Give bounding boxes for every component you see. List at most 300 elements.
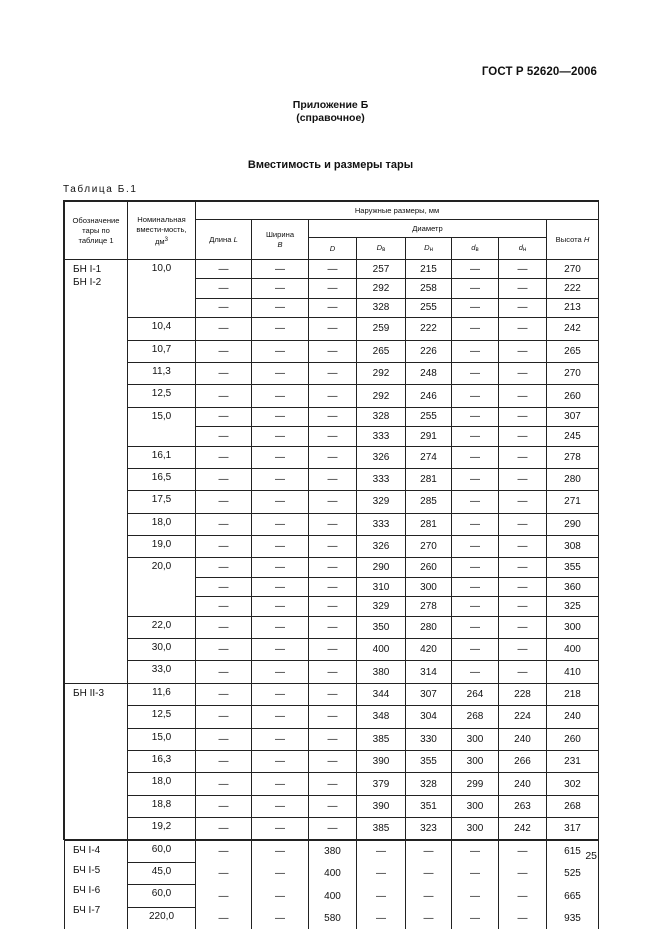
header-dv xyxy=(452,238,499,260)
table-row xyxy=(65,773,599,795)
value-cell: 355 xyxy=(406,750,452,772)
value-cell: — xyxy=(309,577,357,596)
value-cell: 265 xyxy=(357,340,406,362)
table-row xyxy=(65,340,599,362)
value-cell: 231 xyxy=(547,750,599,772)
value-cell: — xyxy=(499,639,547,661)
table-row xyxy=(65,385,599,407)
capacity-cell: 15,0 xyxy=(128,407,196,446)
value-cell: 330 xyxy=(406,728,452,750)
value-cell: — xyxy=(196,536,252,558)
value-cell: — xyxy=(196,795,252,817)
value-cell: 400 xyxy=(309,862,357,884)
value-cell: — xyxy=(309,773,357,795)
value-cell: — xyxy=(452,340,499,362)
value-cell: 268 xyxy=(547,795,599,817)
value-cell: — xyxy=(452,513,499,535)
capacity-cell: 12,5 xyxy=(128,706,196,728)
value-cell: — xyxy=(499,468,547,490)
value-cell: — xyxy=(309,491,357,513)
value-cell: — xyxy=(452,279,499,298)
value-cell: — xyxy=(309,750,357,772)
header-dn xyxy=(499,238,547,260)
value-cell: 281 xyxy=(406,513,452,535)
value-cell: — xyxy=(309,279,357,298)
value-cell: — xyxy=(309,597,357,616)
value-cell: — xyxy=(499,446,547,468)
capacity-cell: 220,0 xyxy=(128,907,196,929)
value-cell: 218 xyxy=(547,683,599,705)
designation-label: БЧ I-5 xyxy=(73,864,101,876)
value-cell: 390 xyxy=(357,795,406,817)
value-cell: 400 xyxy=(309,885,357,907)
value-cell: — xyxy=(452,536,499,558)
value-cell: 265 xyxy=(547,340,599,362)
value-cell: 226 xyxy=(406,340,452,362)
value-cell: — xyxy=(196,558,252,577)
value-cell: — xyxy=(309,683,357,705)
value-cell: — xyxy=(499,907,547,929)
value-cell: — xyxy=(499,885,547,907)
capacity-cell: 18,0 xyxy=(128,513,196,535)
value-cell: 246 xyxy=(406,385,452,407)
value-cell: 333 xyxy=(357,468,406,490)
capacity-dimensions-table xyxy=(63,200,599,924)
value-cell: — xyxy=(499,362,547,384)
capacity-cell: 19,0 xyxy=(128,536,196,558)
value-cell: 380 xyxy=(309,840,357,862)
header-width-text: Ширина xyxy=(265,229,295,239)
value-cell: 215 xyxy=(406,260,452,279)
designation-cell xyxy=(65,683,128,840)
value-cell: — xyxy=(452,298,499,317)
value-cell: — xyxy=(309,362,357,384)
table-row xyxy=(65,706,599,728)
value-cell: 224 xyxy=(499,706,547,728)
value-cell: 360 xyxy=(547,577,599,596)
value-cell: — xyxy=(252,661,309,683)
value-cell: 580 xyxy=(309,907,357,929)
header-width xyxy=(252,220,309,260)
value-cell: — xyxy=(252,728,309,750)
header-D-symbol: D xyxy=(329,243,336,253)
data-table xyxy=(64,201,599,929)
value-cell: — xyxy=(499,385,547,407)
table-row xyxy=(65,260,599,279)
value-cell: — xyxy=(196,491,252,513)
value-cell: — xyxy=(196,279,252,298)
value-cell: 328 xyxy=(357,407,406,426)
value-cell: — xyxy=(309,818,357,840)
page-number: 25 xyxy=(585,850,597,862)
value-cell: 935 xyxy=(547,907,599,929)
value-cell: — xyxy=(196,468,252,490)
value-cell: — xyxy=(452,260,499,279)
value-cell: 317 xyxy=(547,818,599,840)
capacity-cell: 22,0 xyxy=(128,616,196,638)
value-cell: — xyxy=(252,260,309,279)
value-cell: — xyxy=(252,513,309,535)
value-cell: 355 xyxy=(547,558,599,577)
value-cell: 291 xyxy=(406,427,452,446)
value-cell: — xyxy=(452,907,499,929)
capacity-cell: 19,2 xyxy=(128,818,196,840)
value-cell: 326 xyxy=(357,536,406,558)
value-cell: 326 xyxy=(357,446,406,468)
value-cell: — xyxy=(252,318,309,340)
value-cell: — xyxy=(196,706,252,728)
value-cell: — xyxy=(252,362,309,384)
header-Dn xyxy=(406,238,452,260)
value-cell: 278 xyxy=(406,597,452,616)
value-cell: — xyxy=(196,885,252,907)
value-cell: 280 xyxy=(547,468,599,490)
value-cell: 300 xyxy=(547,616,599,638)
capacity-cell: 20,0 xyxy=(128,558,196,616)
value-cell: 240 xyxy=(499,728,547,750)
capacity-cell: 10,4 xyxy=(128,318,196,340)
value-cell: — xyxy=(406,862,452,884)
value-cell: — xyxy=(309,298,357,317)
value-cell: — xyxy=(452,446,499,468)
value-cell: 240 xyxy=(547,706,599,728)
value-cell: 290 xyxy=(357,558,406,577)
value-cell: — xyxy=(452,468,499,490)
value-cell: — xyxy=(252,491,309,513)
value-cell: — xyxy=(196,818,252,840)
value-cell: — xyxy=(196,907,252,929)
header-designation: Обозначение тары по таблице 1 xyxy=(65,202,128,260)
value-cell: — xyxy=(309,468,357,490)
value-cell: — xyxy=(309,513,357,535)
value-cell: — xyxy=(357,862,406,884)
value-cell: — xyxy=(452,639,499,661)
value-cell: 525 xyxy=(547,862,599,884)
value-cell: — xyxy=(252,773,309,795)
value-cell: 325 xyxy=(547,597,599,616)
value-cell: 266 xyxy=(499,750,547,772)
value-cell: — xyxy=(499,577,547,596)
value-cell: 270 xyxy=(406,536,452,558)
header-capacity-text: Номинальная вмести-мость, дм xyxy=(136,214,187,246)
value-cell: — xyxy=(196,597,252,616)
value-cell: — xyxy=(252,907,309,929)
value-cell: — xyxy=(357,907,406,929)
value-cell: 259 xyxy=(357,318,406,340)
value-cell: — xyxy=(452,558,499,577)
value-cell: — xyxy=(452,616,499,638)
value-cell: — xyxy=(252,683,309,705)
value-cell: 222 xyxy=(547,279,599,298)
value-cell: 304 xyxy=(406,706,452,728)
capacity-cell: 30,0 xyxy=(128,639,196,661)
value-cell: 328 xyxy=(406,773,452,795)
capacity-cell: 16,5 xyxy=(128,468,196,490)
value-cell: 308 xyxy=(547,536,599,558)
value-cell: 271 xyxy=(547,491,599,513)
value-cell: — xyxy=(252,616,309,638)
value-cell: — xyxy=(196,750,252,772)
value-cell: 300 xyxy=(452,795,499,817)
value-cell: — xyxy=(309,706,357,728)
value-cell: 400 xyxy=(357,639,406,661)
value-cell: 258 xyxy=(406,279,452,298)
value-cell: — xyxy=(196,862,252,884)
capacity-cell: 60,0 xyxy=(128,840,196,862)
value-cell: — xyxy=(499,597,547,616)
table-row xyxy=(65,318,599,340)
value-cell: 270 xyxy=(547,260,599,279)
value-cell: 278 xyxy=(547,446,599,468)
header-Dv-symbol: D xyxy=(376,242,383,252)
value-cell: 665 xyxy=(547,885,599,907)
value-cell: — xyxy=(196,577,252,596)
table-row xyxy=(65,907,599,929)
value-cell: 329 xyxy=(357,597,406,616)
value-cell: — xyxy=(252,577,309,596)
table-row xyxy=(65,885,599,907)
header-Dv xyxy=(357,238,406,260)
value-cell: 307 xyxy=(547,407,599,426)
value-cell: — xyxy=(499,407,547,426)
header-Dn-symbol: D xyxy=(424,242,430,252)
value-cell: — xyxy=(252,840,309,862)
value-cell: 240 xyxy=(499,773,547,795)
designation-label: БН I-1 xyxy=(73,264,102,275)
value-cell: — xyxy=(252,706,309,728)
value-cell: 242 xyxy=(499,818,547,840)
value-cell: — xyxy=(252,558,309,577)
value-cell: — xyxy=(499,279,547,298)
value-cell: — xyxy=(252,468,309,490)
capacity-cell: 33,0 xyxy=(128,661,196,683)
appendix-heading xyxy=(0,99,661,125)
header-length-text: Длина xyxy=(209,234,232,244)
value-cell: — xyxy=(499,840,547,862)
value-cell: 292 xyxy=(357,362,406,384)
value-cell: 300 xyxy=(452,728,499,750)
capacity-cell: 17,5 xyxy=(128,491,196,513)
table-row xyxy=(65,491,599,513)
value-cell: — xyxy=(452,491,499,513)
table-row xyxy=(65,840,599,862)
value-cell: 302 xyxy=(547,773,599,795)
value-cell: 255 xyxy=(406,407,452,426)
header-height-symbol: H xyxy=(583,234,590,244)
value-cell: — xyxy=(196,773,252,795)
value-cell: — xyxy=(252,818,309,840)
value-cell: — xyxy=(196,340,252,362)
value-cell: — xyxy=(499,558,547,577)
value-cell: 350 xyxy=(357,616,406,638)
table-row xyxy=(65,407,599,426)
value-cell: — xyxy=(499,260,547,279)
capacity-cell: 11,3 xyxy=(128,362,196,384)
designation-label: БЧ I-4 xyxy=(73,844,101,856)
value-cell: — xyxy=(252,407,309,426)
designation-label: БН II-3 xyxy=(73,687,105,699)
header-capacity xyxy=(128,202,196,260)
value-cell: — xyxy=(252,446,309,468)
value-cell: 264 xyxy=(452,683,499,705)
designation-cell xyxy=(65,260,128,684)
value-cell: — xyxy=(452,661,499,683)
value-cell: — xyxy=(252,279,309,298)
value-cell: 255 xyxy=(406,298,452,317)
value-cell: 333 xyxy=(357,427,406,446)
value-cell: 351 xyxy=(406,795,452,817)
value-cell: — xyxy=(252,885,309,907)
value-cell: 385 xyxy=(357,818,406,840)
value-cell: — xyxy=(499,427,547,446)
value-cell: — xyxy=(252,795,309,817)
value-cell: — xyxy=(406,840,452,862)
table-row xyxy=(65,862,599,884)
value-cell: — xyxy=(309,536,357,558)
designation-label: БЧ I-6 xyxy=(73,884,101,896)
value-cell: 285 xyxy=(406,491,452,513)
table-row xyxy=(65,795,599,817)
header-capacity-sup: 3 xyxy=(164,236,168,243)
value-cell: — xyxy=(252,862,309,884)
table-row xyxy=(65,536,599,558)
value-cell: — xyxy=(252,427,309,446)
capacity-cell: 18,8 xyxy=(128,795,196,817)
value-cell: — xyxy=(406,885,452,907)
table-row xyxy=(65,661,599,683)
header-diameter: Диаметр xyxy=(309,220,547,238)
value-cell: — xyxy=(309,340,357,362)
value-cell: 420 xyxy=(406,639,452,661)
value-cell: 314 xyxy=(406,661,452,683)
value-cell: 390 xyxy=(357,750,406,772)
table-row xyxy=(65,683,599,705)
value-cell: 379 xyxy=(357,773,406,795)
capacity-cell: 16,3 xyxy=(128,750,196,772)
value-cell: — xyxy=(309,795,357,817)
table-row xyxy=(65,558,599,577)
value-cell: — xyxy=(452,577,499,596)
value-cell: — xyxy=(309,558,357,577)
value-cell: 292 xyxy=(357,279,406,298)
table-row xyxy=(65,616,599,638)
header-Dn-sub: н xyxy=(429,246,433,253)
value-cell: 268 xyxy=(452,706,499,728)
value-cell: — xyxy=(309,639,357,661)
value-cell: — xyxy=(196,446,252,468)
table-header xyxy=(65,202,599,260)
value-cell: 323 xyxy=(406,818,452,840)
value-cell: — xyxy=(196,616,252,638)
value-cell: 280 xyxy=(406,616,452,638)
value-cell: 615 xyxy=(547,840,599,862)
value-cell: — xyxy=(309,318,357,340)
value-cell: 257 xyxy=(357,260,406,279)
header-height xyxy=(547,220,599,260)
value-cell: — xyxy=(357,840,406,862)
table-row xyxy=(65,750,599,772)
value-cell: 310 xyxy=(357,577,406,596)
appendix-subtitle: (справочное) xyxy=(296,112,365,124)
value-cell: — xyxy=(309,407,357,426)
value-cell: — xyxy=(452,318,499,340)
capacity-cell: 16,1 xyxy=(128,446,196,468)
value-cell: — xyxy=(196,513,252,535)
value-cell: — xyxy=(452,362,499,384)
value-cell: 400 xyxy=(547,639,599,661)
value-cell: — xyxy=(252,750,309,772)
value-cell: 290 xyxy=(547,513,599,535)
designation-label: БЧ I-7 xyxy=(73,904,101,916)
value-cell: — xyxy=(196,728,252,750)
table-row xyxy=(65,468,599,490)
value-cell: — xyxy=(309,385,357,407)
value-cell: 274 xyxy=(406,446,452,468)
value-cell: — xyxy=(252,536,309,558)
table-row xyxy=(65,818,599,840)
value-cell: 307 xyxy=(406,683,452,705)
value-cell: — xyxy=(452,840,499,862)
value-cell: — xyxy=(252,597,309,616)
value-cell: — xyxy=(452,885,499,907)
value-cell: 348 xyxy=(357,706,406,728)
header-length xyxy=(196,220,252,260)
value-cell: — xyxy=(196,840,252,862)
value-cell: — xyxy=(499,616,547,638)
value-cell: 380 xyxy=(357,661,406,683)
header-height-text: Высота xyxy=(555,234,582,244)
table-row xyxy=(65,446,599,468)
value-cell: 344 xyxy=(357,683,406,705)
value-cell: — xyxy=(452,407,499,426)
capacity-cell: 11,6 xyxy=(128,683,196,705)
value-cell: 292 xyxy=(357,385,406,407)
value-cell: — xyxy=(309,616,357,638)
value-cell: 300 xyxy=(452,818,499,840)
value-cell: 263 xyxy=(499,795,547,817)
value-cell: — xyxy=(309,446,357,468)
value-cell: 281 xyxy=(406,468,452,490)
value-cell: — xyxy=(452,862,499,884)
header-dv-sub: в xyxy=(475,246,479,253)
value-cell: 222 xyxy=(406,318,452,340)
value-cell: 299 xyxy=(452,773,499,795)
value-cell: — xyxy=(309,427,357,446)
header-width-symbol: B xyxy=(277,239,283,249)
value-cell: — xyxy=(499,491,547,513)
table-row xyxy=(65,728,599,750)
appendix-title: Приложение Б xyxy=(292,99,369,111)
table-body xyxy=(65,260,599,930)
capacity-cell: 60,0 xyxy=(128,885,196,907)
value-cell: — xyxy=(196,362,252,384)
header-D xyxy=(309,238,357,260)
value-cell: — xyxy=(196,298,252,317)
header-Dv-sub: в xyxy=(382,246,386,253)
header-dn-sub: н xyxy=(522,246,527,253)
value-cell: 245 xyxy=(547,427,599,446)
value-cell: 242 xyxy=(547,318,599,340)
capacity-cell: 45,0 xyxy=(128,862,196,884)
capacity-cell: 10,0 xyxy=(128,260,196,318)
designation-cell xyxy=(65,840,128,929)
value-cell: — xyxy=(196,639,252,661)
value-cell: — xyxy=(309,728,357,750)
capacity-cell: 12,5 xyxy=(128,385,196,407)
value-cell: — xyxy=(309,661,357,683)
capacity-cell: 10,7 xyxy=(128,340,196,362)
value-cell: 300 xyxy=(406,577,452,596)
